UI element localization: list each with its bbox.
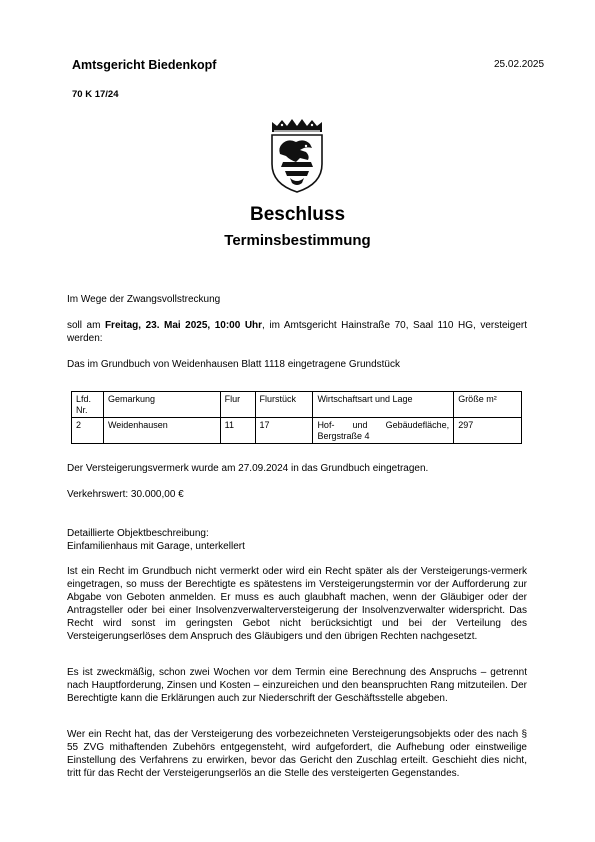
description-label: Detaillierte Objektbeschreibung: bbox=[67, 528, 209, 539]
table-row bbox=[72, 418, 522, 444]
document-title: Beschluss bbox=[249, 204, 346, 225]
intro-line: Im Wege der Zwangsvollstreckung bbox=[67, 294, 221, 305]
cell-flur: 11 bbox=[220, 418, 255, 444]
case-number: 70 K 17/24 bbox=[72, 89, 119, 100]
document-date: 25.02.2025 bbox=[494, 59, 545, 70]
vermerk-line: Der Versteigerungsvermerk wurde am 27.09.2024 in das Grundbuch eingetragen. bbox=[67, 463, 429, 474]
lage-address: Bergstraße 4 bbox=[317, 431, 370, 441]
header-lage: Wirtschaftsart und Lage bbox=[313, 392, 454, 418]
hessen-coat-of-arms-icon bbox=[266, 118, 328, 194]
calculation-paragraph: Es ist zweckmäßig, schon zwei Wochen vor dem Termin eine Berechnung des Anspruchs – getrennt nach Hauptforderung, Zinsen und Kosten – einzureichen und den beanspruchten Rang mitzuteilen. Der Berechtigte kann die Erklärungen auch zur Niederschrift der Geschäftsstelle abgeben. bbox=[67, 667, 527, 704]
description-text: Einfamilienhaus mit Garage, unterkellert bbox=[67, 541, 245, 552]
cell-lfd: 2 bbox=[72, 418, 104, 444]
cell-flurstueck: 17 bbox=[255, 418, 313, 444]
header-flurstueck: Flurstück bbox=[255, 392, 313, 418]
court-name: Amtsgericht Biedenkopf bbox=[72, 58, 217, 72]
auction-date-paragraph bbox=[67, 319, 527, 345]
cell-gemarkung: Weidenhausen bbox=[103, 418, 220, 444]
rights-paragraph: Ist ein Recht im Grundbuch nicht vermerkt oder wird ein Recht später als der Versteigerungs-vermerk eingetragen, so muss der Berechtigte es spätestens im Versteigerungstermin vor der Aufforderung zur Abgabe von Geboten anmelden. Er muss es auch glaubhaft machen, wenn der Gläubiger oder der Antragsteller oder bei einer Insolvenzverwalterversteigerung der Insolvenzverwalter widerspricht. Das Recht wird sonst im geringsten Gebot nicht berücksichtigt und bei der Verteilung des Versteigerungserlöses dem Anspruch des Gläubigers und den übrigen Rechten nachgesetzt. bbox=[67, 566, 527, 642]
cell-groesse: 297 bbox=[454, 418, 522, 444]
lage-word: Gebäudefläche, bbox=[385, 420, 450, 430]
table-header-row bbox=[72, 392, 522, 418]
auction-prefix: soll am bbox=[67, 320, 105, 331]
verkehrswert-line: Verkehrswert: 30.000,00 € bbox=[67, 489, 184, 500]
lage-usage bbox=[317, 420, 449, 431]
header-lfd: Lfd. Nr. bbox=[72, 392, 104, 418]
header-groesse: Größe m² bbox=[454, 392, 522, 418]
header-gemarkung: Gemarkung bbox=[103, 392, 220, 418]
auction-suffix: , im Amtsgericht Hainstraße 70, Saal 110 HG, versteigert werden: bbox=[67, 320, 527, 344]
document-subtitle: Terminsbestimmung bbox=[224, 232, 371, 249]
lage-word: Hof- bbox=[317, 420, 335, 430]
property-intro: Das im Grundbuch von Weidenhausen Blatt 1118 eingetragene Grundstück bbox=[67, 359, 400, 370]
property-table bbox=[71, 391, 522, 444]
cell-lage bbox=[313, 418, 454, 444]
lage-word: und bbox=[352, 420, 368, 430]
header-flur: Flur bbox=[220, 392, 255, 418]
objection-paragraph: Wer ein Recht hat, das der Versteigerung des vorbezeichneten Versteigerungsobjekts oder des nach § 55 ZVG mithaftenden Zubehörs entgegensteht, wird aufgefordert, die Aufhebung oder einstweilige Einstellung des Verfahrens zu erwirken, bevor das Gericht den Zuschlag erteilt. Geschieht dies nicht, tritt für das Recht der Versteigerungserlös an die Stelle des versteigerten Gegenstandes. bbox=[67, 729, 527, 779]
auction-datetime: Freitag, 23. Mai 2025, 10:00 Uhr bbox=[104, 320, 263, 331]
